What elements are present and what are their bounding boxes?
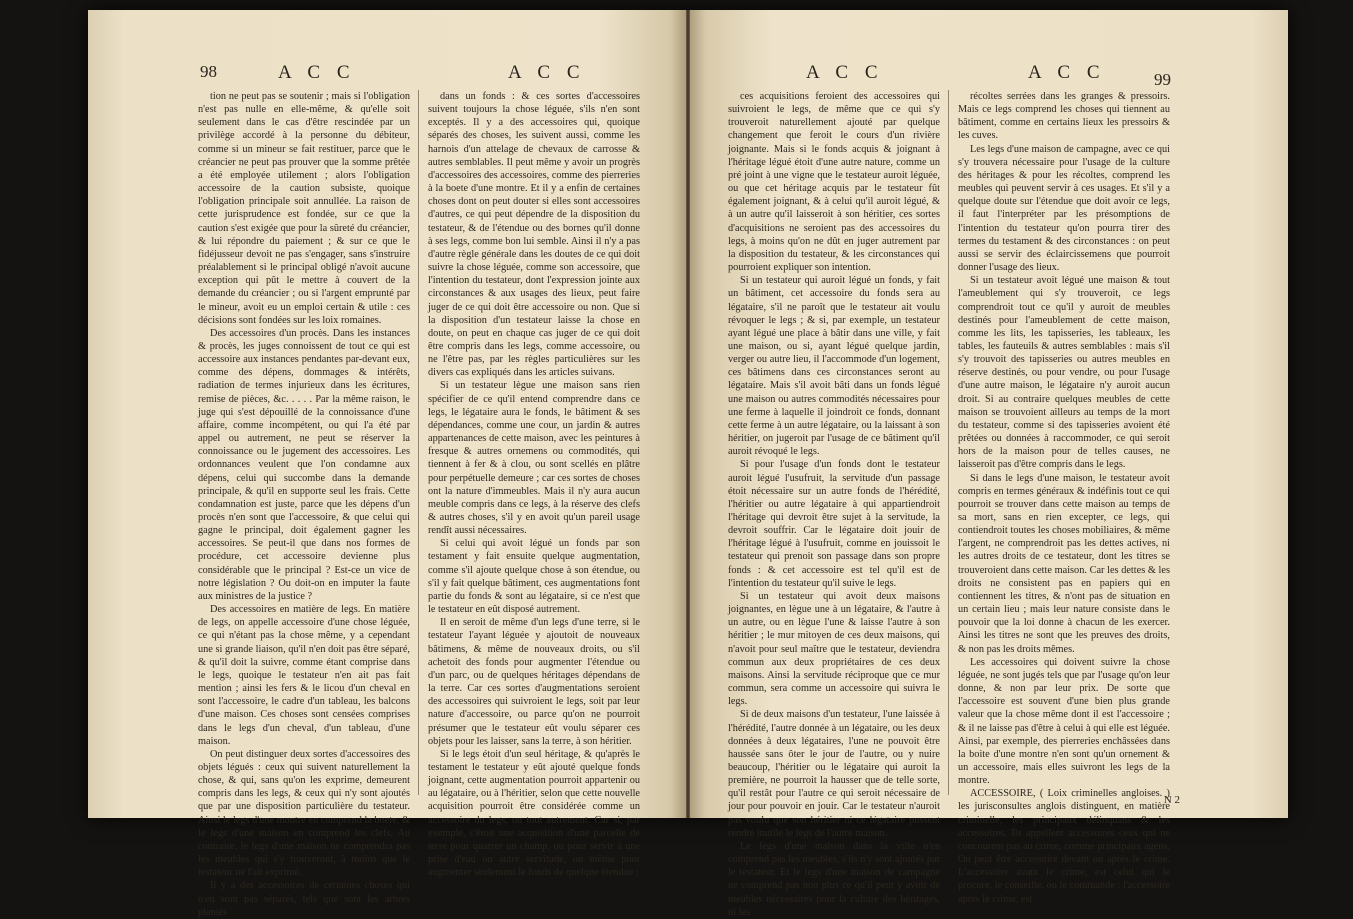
paragraph: Il en seroit de même d'un legs d'une terre, si le testateur l'ayant léguée y ajoutoit de nouveaux bâtimens, & même de nouveaux droits, ou s'il achetoit des fonds pour augmenter l'étendue ou d'un parc, ou de quelques héritages dépendans de la terre. Car ces sortes d'augmentations seroient des accessoires qui suivroient le legs, soit par leur nature d'accessoire, ou parce qu'on ne pourroit présumer que le testateur eût voulu séparer ces objets pour les laisser, sans la terre, à son héritier. — [428, 617, 640, 747]
paragraph: Les legs d'une maison de campagne, avec ce qui s'y trouvera nécessaire pour l'usage de la culture des héritages & pour les récoltes, comprend les meubles qui peuvent servir à ces usages. Et s'il y a quelque doute sur l'étendue que doit avoir ce legs, il faut l'interpréter par les présomptions de l'intention du testateur qu'on pourra tirer des termes du testament & des circonstances : on peut aussi se servir des éclaircissemens que pourroit donner l'usage des lieux. — [958, 143, 1170, 274]
paragraph: Si pour l'usage d'un fonds dont le testateur auroit légué l'usufruit, la servitude d'un passage étoit nécessaire sur un autre fonds de l'hérédité, l'héritier ou autre légataire à qui appartiendroit l'héritage qui devroit être sujet à la servitude, la devroit souffrir. Car le légataire doit jouir de l'héritage légué à l'usufruit, comme en jouissoit le testateur qui prenoit son passage dans son propre fonds : & cet accessoire est tel qu'il est de l'intention du testateur qu'il suive le legs. — [728, 459, 940, 589]
page-number-left: 98 — [200, 62, 217, 81]
page-number-right: 99 — [1154, 70, 1171, 89]
paragraph: Si un testateur avoit légué une maison & tout l'ameublement qui s'y trouveroit, ce legs comprendroit tout ce qu'il y auroit de meubles destinés pour l'ameublement de cette maison, comme les lits, les tapisseries, les tableaux, les tables, les fauteuils & autres semblables : mais s'il s'y trouvoit des tapisseries ou autres meubles en réserve destinés, ou pour vendre, ou pour l'usage d'une autre maison, le légataire n'y auroit aucun droit. Si au contraire quelques meubles de cette maison se trouvoient ailleurs au temps de la mort du testateur, comme si des tapisseries avoient été prêtées ou données à raccommoder, ce qui seroit hors de la maison pour de telles causes, ne laisseroit pas d'être compris dans le legs. — [958, 275, 1170, 471]
paragraph: dans un fonds : & ces sortes d'accessoires suivent toujours la chose léguée, s'ils n'en sont exceptés. Il y a des accessoires qui, quoique séparés des choses, les suivent aussi, comme les harnois d'un attelage de chevaux de carrosse & autres semblables. Il peut même y avoir un progrès d'accessoires des accessoires, comme des pierreries à la boete d'une montre. Et il y a enfin de certaines choses dont on peut douter si elles sont accessoires d'autres, ce qui peut dépendre de la disposition du testateur, & de l'étendue ou des bornes qu'il donne à ses legs, comme bon lui semble. Ainsi il n'y a pas d'autre règle générale dans les doutes de ce qui doit suivre la chose léguée, comme son accessoire, que l'intention du testateur, dont l'expression jointe aux circonstances & aux usages des lieux, peut faire juger de ce qui doit être accessoire ou non. Que si la disposition d'un testateur laisse la chose en doute, on peut en chaque cas juger de ce qui doit être compris dans les legs, comme accessoire, ou ne l'être pas, par les règles particulières sur les divers cas expliqués dans les articles suivans. — [428, 91, 640, 379]
paragraph: Les accessoires qui doivent suivre la chose léguée, ne sont jugés tels que par l'usage qu'on leur donne, & non par leur prix. De sorte que l'accessoire est souvent d'une bien plus grande valeur que la chose même dont il est l'accessoire ; & il ne laisse pas d'être à celui à qui elle est léguée. Ainsi, par exemple, des pierreries enchâssées dans la boite d'une montre n'en sont qu'un ornement & un accessoire, mais elles suivront les legs de la montre. — [958, 656, 1170, 787]
paragraph: Il y a des accessoires de certaines choses qui n'en sont pas séparés, tels que sont les arbres plantés — [198, 880, 410, 918]
book-gutter — [686, 10, 690, 818]
left-page-column-1 — [198, 90, 410, 918]
paragraph: Des accessoires d'un procès. Dans les instances & procès, les juges connoissent de tout ce qui est accessoire aux instances pendantes par-devant eux, comme des dépens, dommages & intérêts, radiation de termes injurieux dans les écritures, remise de pièces, &c. . . . . Par la même raison, le juge qui s'est dépouillé de la connoissance d'une affaire, comme incompétent, ou qui l'a été par appel ou autrement, ne peut se réserver la connoissance ou le jugement des accessoires. Les ordonnances veulent que l'on condamne aux dépens, celui qui succombe dans la demande principale, & qu'il en supporte seul les frais. Cette condamnation est juste, parce que les dépens d'un procès n'en sont que l'accessoire, & que celui qui gagne le principal, doit également gagner les accessoires. Se peut-il que dans nos formes de procédure, cet accessoire devienne plus considérable que le principal ? Est-ce un vice de notre législation ? Ou doit-on en imputer la faute aux ministres de la justice ? — [198, 327, 410, 602]
right-page-column-1 — [728, 90, 940, 918]
paragraph: On peut distinguer deux sortes d'accessoires des objets légués : ceux qui suivent naturellement la chose, & qui, sans qu'on les exprime, demeurent compris dans les legs, & ceux qui n'y sont ajoutés que par une disposition particulière du testateur. Ainsi le legs d'une montre en comprend la boete, & le legs d'une maison en comprend les clefs. Au contraire, le legs d'une maison ne comprendra pas les meubles qui s'y trouveront, à moins que le testateur ne l'ait exprimé. — [198, 748, 410, 879]
running-head-left-col2: A C C — [508, 62, 586, 83]
left-page-column-2 — [428, 90, 640, 879]
right-page-column-2 — [958, 90, 1170, 905]
paragraph: Si un testateur qui avoit deux maisons joignantes, en lègue une à un légataire, & l'autre à un autre, ou en lègue l'une & laisse l'autre à son héritier ; le mur mitoyen de ces deux maisons, qui n'avoit pour seul maître que le testateur, deviendra commun aux deux propriétaires de ces deux maisons. Ainsi la servitude réciproque que ce mur commun, sera comme un accessoire qui suivra le legs. — [728, 590, 940, 708]
book-spread — [88, 10, 1288, 918]
paragraph: Des accessoires en matière de legs. En matière de legs, on appelle accessoire d'une chose léguée, ce qui n'étant pas la chose même, y a cependant une si grande liaison, qu'il n'en doit pas être séparé, & qu'il doit la suivre, comme étant comprise dans le legs, quoique le testateur n'en ait pas fait mention ; ainsi les fers & le licou d'un cheval en sont l'accessoire, le cadre d'un tableau, les balcons d'une maison. Ces choses sont censées comprises dans le legs d'un cheval, d'un tableau, d'une maison. — [198, 604, 410, 747]
right-page — [688, 10, 1288, 918]
paragraph: tion ne peut pas se soutenir ; mais si l'obligation n'est pas nulle en elle-même, & qu'elle soit seulement dans le cas d'être rescindée par un privilège accordé à la personne du débiteur, comme si un mineur se fait restituer, parce que le créancier ne peut pas prouver que la somme prêtée a été employée utilement ; alors l'obligation accessoire de la caution subsiste, quoique l'obligation principale soit annullée. La raison de cette jurisprudence est fondée, sur ce que la caution s'est exigée que pour la sûreté du créancier, & lui répondre du paiement ; & sur ce que le fidéjusseur devoit ne pas s'engager, sans s'instruire préalablement si le principal obligé n'avoit aucune exception qui pût le mettre à couvert de la demande du créancier ; ou si l'argent emprunté par le mineur, avoit eu un emploi certain & utile : ces décisions sont fondées sur les loix romaines. — [198, 91, 410, 326]
running-head-left-col1: A C C — [278, 62, 356, 83]
running-head-right-col1: A C C — [806, 62, 884, 83]
paragraph: Si dans le legs d'une maison, le testateur avoit compris en termes généraux & indéfinis tout ce qui pourroit se trouver dans cette maison au temps de sa mort, sans en rien excepter, ce legs, qui contiendroit toutes les choses mobiliaires, & même l'argent, ne comprendroit pas les dettes actives, ni les autres droits de ce testateur, dont les titres se trouveroient dans cette maison. Car les dettes & les droits ne consistent pas en papiers qui en contiennent les titres, & n'ont pas de situation en un certain lieu ; mais leur nature consiste dans le pouvoir que la loi donne à chacun de les exercer. Ainsi les titres ne sont que les preuves des droits, & non pas les droits mêmes. — [958, 472, 1170, 655]
paragraph: Si de deux maisons d'un testateur, l'une laissée à l'hérédité, l'autre donnée à un légataire, ou les deux données à deux légataires, l'une ne pouvoit être haussée sans ôter le jour de l'autre, ou y nuire beaucoup, l'héritier ou le légataire qui auroit la première, ne pourroit la hausser que de telle sorte, qu'il restât pour l'autre ce qui seroit nécessaire de jour pour pouvoir en jouir. Car le testateur n'auroit pas voulu que son héritier ni ce légataire pussent rendre inutile le legs de l'autre maison. — [728, 709, 940, 839]
paragraph: Si un testateur lègue une maison sans rien spécifier de ce qu'il entend comprendre dans ce legs, le légataire aura le fonds, le bâtiment & ses dépendances, comme une cour, un jardin & autres appartenances de cette maison, avec les peintures à fresque & autres ornemens ou commodités, qui tiennent à fer & à clou, ou sont scellés en plâtre pour perpétuelle demeure ; car ces sortes de choses ont la nature d'immeubles. Mais il n'y aura aucun meuble compris dans ce legs, à la réserve des clefs & autres choses, s'il y en avoit qu'un pareil usage rendît aussi nécessaires. — [428, 380, 640, 537]
signature-mark: N 2 — [1163, 794, 1180, 806]
column-divider — [418, 90, 419, 795]
column-divider — [948, 90, 949, 795]
paragraph: Si celui qui avoit légué un fonds par son testament y fait ensuite quelque augmentation, comme s'il ajoute quelque chose à son étendue, ou s'il y fait quelque bâtiment, ces augmentations font partie du fonds & sont au légataire, si ce n'est que le testateur en eût disposé autrement. — [428, 538, 640, 616]
paragraph: Si un testateur qui auroit légué un fonds, y fait un bâtiment, cet accessoire du fonds sera au légataire, s'il ne paroît que le testateur ait voulu révoquer le legs ; & si, par exemple, un testateur ayant légué une place à bâtir dans une ville, y fait une maison, ou si, ayant légué quelque jardin, verger ou autre lieu, il l'accommode d'un logement, ces bâtimens dans ces circonstances seront au légataire. Mais s'il avoit bâti dans un fonds légué une maison ou autres commodités nécessaires pour une ferme à laquelle il joindroit ce fonds, donnant cette ferme à un autre légataire, ou la laissant à son héritier, on jugeroit par l'usage de ce bâtiment qu'il auroit révoqué le legs. — [728, 275, 940, 458]
left-page — [88, 10, 688, 918]
paragraph: Si le legs étoit d'un seul héritage, & qu'après le testament le testateur y eût ajouté quelque fonds joignant, cette augmentation pourroit appartenir ou au légataire, ou à l'héritier, selon que cette nouvelle acquisition pourroit être considérée comme un accessoire du legs, ou tout autrement. Car si, par exemple, c'étoit une acquisition d'une parcelle de terre pour quarrer un champ, ou pour servir à une prise d'eau ou autre servitude, ou même pour augmenter seulement le fonds de quelque étendue ; — [428, 748, 640, 879]
paragraph: récoltes serrées dans les granges & pressoirs. Mais ce legs comprend les choses qui tiennent au bâtiment, comme en certains lieux les pressoirs & les cuves. — [958, 91, 1170, 142]
paragraph: Le legs d'une maison dans la ville n'en comprend pas les meubles, s'ils n'y sont ajoutés par le testateur. Et le legs d'une maison de campagne ne comprend pas non plus ce qu'il peut y avoir de meubles nécessaires pour la culture des héritages, ni les — [728, 840, 940, 918]
paragraph: ACCESSOIRE, ( Loix criminelles angloises. ) les jurisconsultes anglois distinguent, en matière criminelle, les principaux délinquans & les accessoires. Ils appellent accessoires ceux qui ne concourent pas au crime, comme principaux agens. On peut être accessoire devant ou après le crime. L'accessoire avant le crime, est celui qui le procure, le conseille, ou le commande : l'accessoire après le crime, est — [958, 788, 1170, 905]
running-head-right-col2: A C C — [1028, 62, 1106, 83]
paragraph: ces acquisitions feroient des accessoires qui suivroient le legs, de même que ce qui s'y trouveroit naturellement ajouté par quelque changement que feroit le cours d'un rivière joignante. Mais si le fonds acquis & joignant à l'héritage légué étoit d'une autre nature, comme un pré joint à une vigne que le testateur auroit léguée, ou que cet héritage acquis par le testateur fût également joignant, & à celui qu'il auroit légué, & à un autre qu'il laisseroit à son héritier, ces sortes d'acquisitions ne seroient pas des accessoires du legs, à moins qu'on ne dût en juger autrement par la disposition du testateur, & les circonstances qui pourroient expliquer son intention. — [728, 91, 940, 274]
